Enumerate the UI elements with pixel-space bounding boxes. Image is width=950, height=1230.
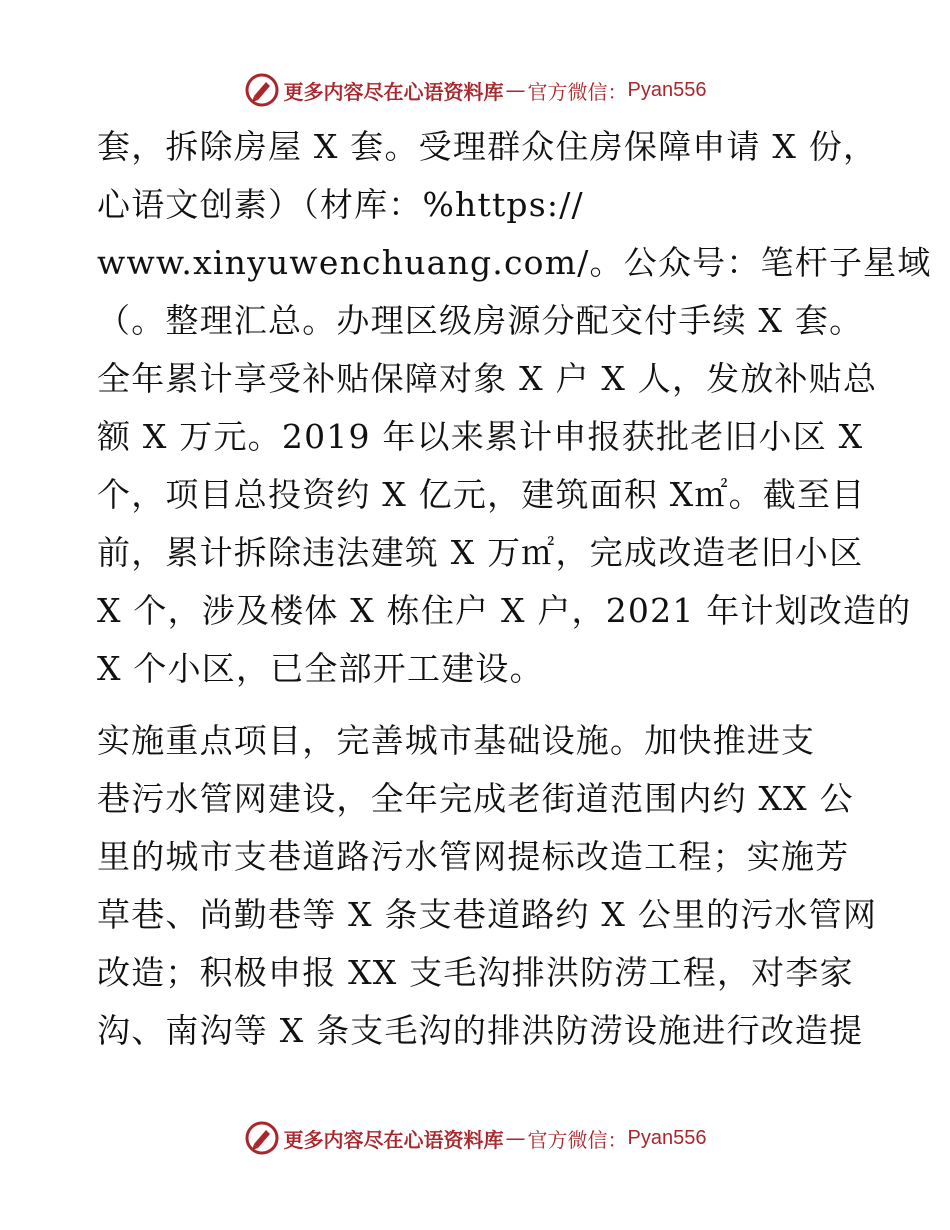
- brand-logo-icon: [244, 1120, 280, 1156]
- footer-banner: [0, 1118, 950, 1158]
- text-line: X 个，涉及楼体 X 栋住户 X 户，2021 年计划改造的: [97, 591, 912, 630]
- text-line: 个，项目总投资约 X 亿元，建筑面积 X㎡。截至目: [97, 475, 866, 514]
- paragraph-infrastructure: [97, 712, 878, 1060]
- text-line: www.xinyuwenchuang.com/。公众号：笔杆子星域: [97, 243, 932, 282]
- banner-wechat-id: Pyan556: [627, 1126, 707, 1149]
- text-line: 额 X 万元。2019 年以来累计申报获批老旧小区 X: [97, 417, 864, 456]
- text-line: 改造；积极申报 XX 支毛沟排洪防涝工程，对李家: [97, 953, 854, 992]
- text-line: 全年累计享受补贴保障对象 X 户 X 人，发放补贴总: [97, 359, 878, 398]
- text-line: X 个小区，已全部开工建设。: [97, 649, 544, 688]
- paragraph-housing: [97, 118, 932, 698]
- text-line: 沟、南沟等 X 条支毛沟的排洪防涝设施进行改造提: [97, 1011, 864, 1050]
- banner-separator: —: [505, 1126, 526, 1150]
- text-line: 巷污水管网建设，全年完成老街道范围内约 XX 公: [97, 779, 854, 818]
- banner-separator: —: [505, 78, 526, 102]
- text-line: 心语文创素）（材库：%https://: [97, 185, 584, 224]
- brand-logo-icon: [244, 72, 280, 108]
- paragraph-gap: [97, 698, 857, 712]
- text-line: 前，累计拆除违法建筑 X 万㎡，完成改造老旧小区: [97, 533, 864, 572]
- banner-wechat-label: 官方微信：: [527, 1127, 628, 1152]
- banner-brand-text: 更多内容尽在心语资料库: [283, 79, 504, 104]
- text-line: 里的城市支巷道路污水管网提标改造工程；实施芳: [97, 837, 850, 876]
- banner-brand-text: 更多内容尽在心语资料库: [283, 1127, 504, 1152]
- banner-wechat-label: 官方微信：: [527, 79, 628, 104]
- header-banner: [0, 70, 950, 110]
- document-body: [97, 118, 932, 1060]
- banner-wechat-id: Pyan556: [627, 78, 707, 101]
- text-line: 草巷、尚勤巷等 X 条支巷道路约 X 公里的污水管网: [97, 895, 878, 934]
- text-line: 套，拆除房屋 X 套。受理群众住房保障申请 X 份，: [97, 127, 878, 166]
- text-line: 实施重点项目，完善城市基础设施。加快推进支: [97, 721, 816, 760]
- text-line: （。整理汇总。办理区级房源分配交付手续 X 套。: [97, 301, 864, 340]
